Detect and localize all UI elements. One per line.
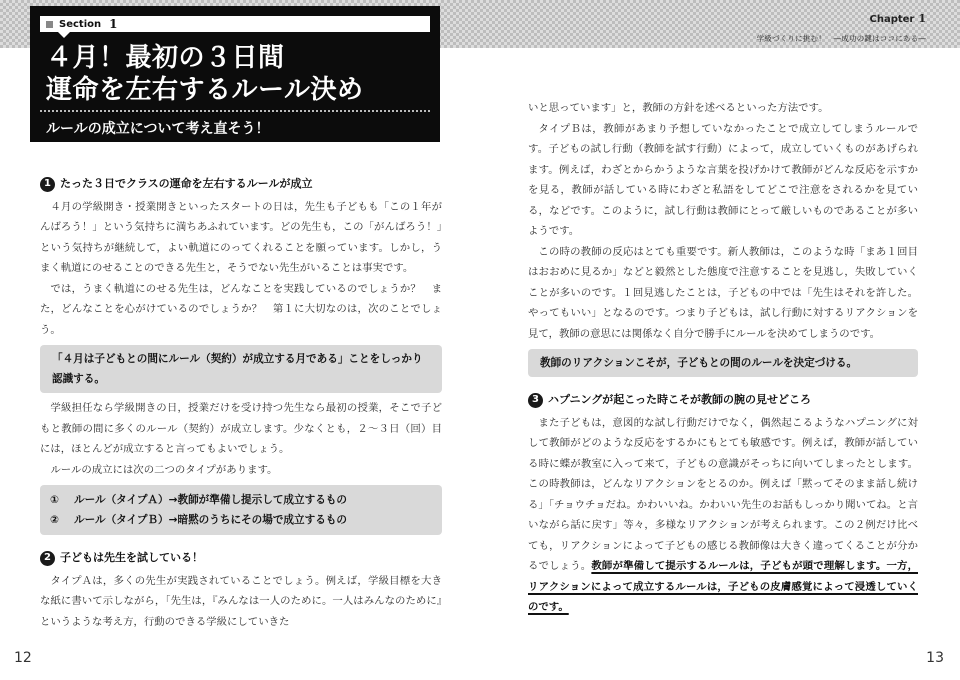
list-marker: ② bbox=[50, 514, 59, 526]
left-content bbox=[40, 174, 442, 632]
paragraph: では，うまく軌道にのせる先生は，どんなことを実践しているのでしょうか？ また，どんなことを心がけているのでしょうか？ 第１に大切なのは，次のことでしょう。 bbox=[40, 282, 442, 336]
emphasis-text: 教師が準備して提示するルールは，子どもが頭で理解します。一方，リアクションによって成立するルールは，子どもの皮膚感覚によって浸透していくのです。 bbox=[528, 560, 918, 613]
chapter-label bbox=[757, 12, 926, 25]
page-title bbox=[40, 42, 430, 106]
heading-text: ハプニングが起こった時こそが教師の腕の見せどころ bbox=[548, 393, 812, 406]
callout-box: 「４月は子どもとの間にルール（契約）が成立する月である」ことをしっかり認識する。 bbox=[40, 345, 442, 393]
heading-2 bbox=[40, 548, 442, 569]
paragraph: 学級担任なら学級開きの日，授業だけを受け持つ先生なら最初の授業，そこで子どもと教師の間に多くのルール（契約）が成立します。少なくとも，２～３日（回）目には，ほとんどが成立すると言ってもよいでしょう。 bbox=[40, 402, 442, 455]
chapter-subtitle: 学級づくりに挑む！ ―成功の鍵はココにある― bbox=[756, 34, 926, 43]
right-content bbox=[528, 98, 918, 618]
callout-box: 教師のリアクションこそが，子どもとの間のルールを決定づける。 bbox=[528, 349, 918, 377]
list-text: ルール（タイプＢ）→暗黙のうちにその場で成立するもの bbox=[74, 514, 347, 526]
title-line-1: ４月！最初の３日間 bbox=[46, 43, 285, 73]
heading-1 bbox=[40, 174, 442, 195]
heading-3 bbox=[528, 390, 918, 411]
paragraph-text: また子どもは，意図的な試し行動だけでなく，偶然起こるようなハプニングに対して教師がどのような反応をするかにもとても敏感です。例えば，教師が話している時に蝶が教室に入って来て，子どもの意識がそっちに向いてしまったとします。この時教師は，どんなリアクションをとるのか。例えば「黙ってそのまま話し続ける」「チョウチョだね。かわいいね。かわいい先生のお話もしっかり聞いてね。と言いながら話に戻す」等々，多様なリアクションが考えられます。この２例だけ比べても，リアクションによって子どもの感じる教師像は大きく違ってくることが分かるでしょう。 bbox=[528, 416, 919, 572]
chapter-number: 1 bbox=[918, 12, 926, 25]
square-icon bbox=[46, 21, 53, 28]
list-marker: ① bbox=[50, 494, 59, 506]
paragraph: タイプＢは，教師があまり予想していなかったことで成立してしまうルールです。子どもの試し行動（教師を試す行動）によって，成立していくものがあげられます。例えば，わざとからかうような言葉を投げかけて教師がどんな反応を示すかを見る，教師が話している時にわざと私語をしてどこで注意をされるかを見ている，などです。このように，試し行動は教師にとって厳しいものであることが多いようです。 bbox=[528, 122, 918, 237]
page-number: 13 bbox=[926, 650, 944, 666]
list-text: ルール（タイプＡ）→教師が準備し提示して成立するもの bbox=[74, 494, 347, 506]
rule-types-box bbox=[40, 485, 442, 535]
paragraph bbox=[528, 413, 918, 618]
number-badge: 1 bbox=[40, 177, 55, 192]
number-badge: 3 bbox=[528, 393, 543, 408]
section-tab bbox=[40, 16, 430, 32]
heading-text: 子どもは先生を試している！ bbox=[60, 551, 203, 564]
title-line-2: 運命を左右するルール決め bbox=[46, 75, 364, 105]
heading-text: たった３日でクラスの運命を左右するルールが成立 bbox=[60, 177, 313, 190]
paragraph: タイプＡは，多くの先生が実践されていることでしょう。例えば，学級目標を大きな紙に書いて示しながら，「先生は，『みんなは一人のために。一人はみんなのために』というような考え方，行動のできる学級にしていきた bbox=[40, 574, 442, 628]
title-block bbox=[30, 6, 440, 142]
page-number: 12 bbox=[14, 650, 32, 666]
chapter-header bbox=[757, 12, 926, 44]
list-item bbox=[50, 510, 432, 530]
subtitle: ルールの成立について考え直そう！ bbox=[46, 121, 270, 137]
paragraph: この時の教師の反応はとても重要です。新人教師は，このような時「まあ１回目はおおめに見るか」などと毅然とした態度で注意することを見逃し，失敗していくことが多いのです。１回見逃したことは，子どもの中では「先生はそれを許した。やってもいい」となるのです。つまり子どもは，試し行動に対するリアクションを見て，教師の意思には関係なく自分で勝手にルールを決めてしまうのです。 bbox=[528, 245, 918, 340]
right-page bbox=[480, 0, 960, 680]
paragraph: ４月の学級開き・授業開きといったスタートの日は，先生も子どもも「この１年がんばろう！」という気持ちに満ちあふれています。どの先生も，この「がんばろう！」という気持ちが継続して，よい軌道にのってくれることを願っています。しかし，うまく軌道にのせることのできる先生と，そうでない先生がいることは事実です。 bbox=[40, 200, 442, 274]
section-label: Section bbox=[59, 18, 102, 30]
chapter-text: Chapter bbox=[869, 14, 915, 25]
number-badge: 2 bbox=[40, 551, 55, 566]
paragraph: いと思っています」と，教師の方針を述べるといった方法です。 bbox=[528, 102, 829, 114]
section-number: 1 bbox=[109, 17, 118, 31]
paragraph: ルールの成立には次の二つのタイプがあります。 bbox=[50, 463, 278, 476]
dotted-divider bbox=[40, 110, 430, 112]
list-item bbox=[50, 490, 432, 510]
